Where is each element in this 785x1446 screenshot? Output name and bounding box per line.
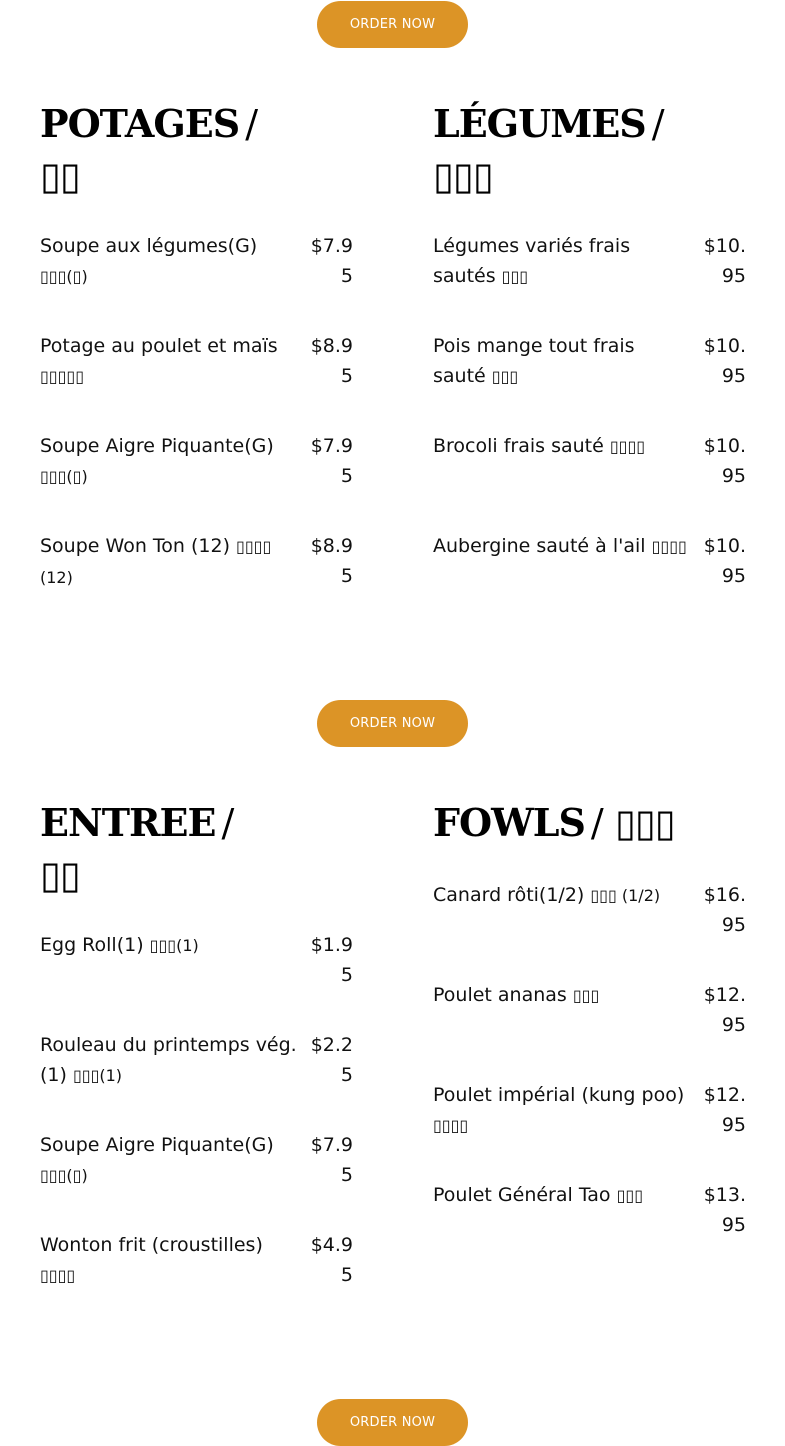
- item-name-zh: ▯▯▯(▯): [40, 267, 88, 286]
- item-price: $10.95: [703, 235, 746, 287]
- menu-item-list: [40, 231, 353, 631]
- item-name-zh: ▯▯▯▯: [651, 537, 687, 556]
- item-name-fr: Potage au poulet et maïs: [40, 335, 278, 357]
- title-separator: /: [590, 801, 603, 845]
- section-title-zh: ▯▯: [40, 154, 80, 198]
- item-name: [40, 331, 298, 392]
- item-name-zh: ▯▯▯: [616, 1186, 644, 1205]
- item-price: $13.95: [703, 1184, 746, 1236]
- item-name: [433, 231, 691, 292]
- item-name-zh: ▯▯▯▯: [609, 437, 646, 456]
- item-name: [433, 431, 691, 462]
- menu-item[interactable]: [433, 1180, 746, 1280]
- item-name: [433, 880, 691, 911]
- item-name: [433, 1080, 691, 1141]
- item-name-zh: ▯▯▯(▯): [40, 1166, 88, 1185]
- item-price: $7.95: [310, 435, 353, 487]
- item-name-zh: ▯▯▯: [491, 367, 519, 386]
- item-name-zh: ▯▯▯: [501, 267, 529, 286]
- menu-section-fowls: [433, 797, 746, 1236]
- title-separator: /: [245, 102, 258, 146]
- order-now-button[interactable]: ORDER NOW: [317, 1, 468, 48]
- item-price: $10.95: [703, 435, 746, 487]
- menu-section-entree: [40, 797, 353, 1286]
- item-name-fr: Canard rôti(1/2): [433, 884, 585, 906]
- item-name-zh: ▯▯▯(1): [149, 936, 199, 955]
- section-heading: [433, 797, 746, 849]
- item-name-fr: Légumes variés frais sautés: [433, 235, 631, 287]
- section-title-zh: ▯▯: [40, 853, 80, 897]
- item-price: $12.95: [703, 1084, 746, 1136]
- item-name-fr: Poulet ananas: [433, 984, 567, 1006]
- section-title: ENTREE: [40, 800, 216, 845]
- section-heading: [433, 98, 746, 202]
- item-name-zh: ▯▯▯▯▯: [40, 367, 85, 386]
- section-heading: [40, 797, 353, 901]
- item-name-fr: Rouleau du printemps vég.(1): [40, 1034, 297, 1086]
- item-price: $8.95: [310, 335, 353, 387]
- item-name-zh: ▯▯▯▯: [40, 1266, 76, 1285]
- item-name: [433, 1180, 691, 1211]
- section-title: POTAGES: [40, 101, 240, 146]
- menu-section-legumes: [433, 98, 746, 587]
- menu-item[interactable]: [40, 1030, 353, 1130]
- section-title-zh: ▯▯▯: [433, 154, 493, 198]
- item-name: [433, 531, 691, 562]
- item-price: $8.95: [310, 535, 353, 587]
- order-now-button[interactable]: ORDER NOW: [317, 1399, 468, 1446]
- item-price: $10.95: [703, 535, 746, 587]
- item-name-zh: ▯▯▯(1): [72, 1066, 123, 1085]
- item-name-fr: Soupe aux légumes(G): [40, 235, 258, 257]
- item-name-fr: Aubergine sauté à l'ail: [433, 535, 646, 557]
- menu-section-potages: [40, 98, 353, 587]
- menu-item[interactable]: [40, 1230, 353, 1330]
- item-name-fr: Soupe Aigre Piquante(G): [40, 435, 274, 457]
- item-name-fr: Soupe Aigre Piquante(G): [40, 1134, 274, 1156]
- item-name-fr: Poulet impérial (kung poo): [433, 1084, 685, 1106]
- menu-item[interactable]: [433, 231, 746, 331]
- item-name: [40, 531, 298, 593]
- section-title: FOWLS: [433, 800, 585, 845]
- item-name-zh: ▯▯▯▯ (12): [40, 537, 272, 587]
- item-price: $16.95: [703, 884, 746, 936]
- menu-item[interactable]: [40, 531, 353, 631]
- menu-item[interactable]: [433, 980, 746, 1080]
- item-name: [40, 930, 298, 961]
- menu-item-list: [40, 930, 353, 1330]
- item-price: $2.25: [310, 1034, 353, 1086]
- item-name-fr: Poulet Général Tao: [433, 1184, 611, 1206]
- item-name: [40, 1130, 298, 1191]
- menu-item-list: [433, 231, 746, 631]
- item-name: [433, 980, 691, 1011]
- item-name-zh: ▯▯▯: [572, 986, 600, 1005]
- item-price: $10.95: [703, 335, 746, 387]
- item-price: $7.95: [310, 1134, 353, 1186]
- item-name: [40, 1230, 298, 1291]
- item-name-fr: Pois mange tout frais sauté: [433, 335, 635, 387]
- item-name: [40, 431, 298, 492]
- item-name: [40, 231, 298, 292]
- menu-item[interactable]: [40, 431, 353, 531]
- order-now-button[interactable]: ORDER NOW: [317, 700, 468, 747]
- item-name-zh: ▯▯▯ (1/2): [590, 886, 661, 905]
- item-name-fr: Wonton frit (croustilles): [40, 1234, 263, 1256]
- menu-item[interactable]: [433, 531, 746, 631]
- section-title-zh: ▯▯▯: [614, 801, 675, 845]
- menu-item[interactable]: [40, 1130, 353, 1230]
- menu-item[interactable]: [433, 431, 746, 531]
- item-name-fr: Soupe Won Ton (12): [40, 535, 230, 557]
- item-price: $4.95: [310, 1234, 353, 1286]
- menu-item[interactable]: [433, 331, 746, 431]
- menu-item[interactable]: [40, 231, 353, 331]
- item-name-zh: ▯▯▯▯: [433, 1116, 469, 1135]
- menu-item[interactable]: [40, 930, 353, 1030]
- item-name-zh: ▯▯▯(▯): [40, 467, 88, 486]
- menu-item-list: [433, 880, 746, 1280]
- section-heading: [40, 98, 353, 202]
- item-name-fr: Brocoli frais sauté: [433, 435, 604, 457]
- menu-item[interactable]: [433, 1080, 746, 1180]
- item-price: $12.95: [703, 984, 746, 1036]
- title-separator: /: [221, 801, 234, 845]
- title-separator: /: [651, 102, 664, 146]
- item-name-fr: Egg Roll(1): [40, 934, 144, 956]
- item-name: [40, 1030, 298, 1091]
- menu-item[interactable]: [40, 331, 353, 431]
- item-price: $1.95: [310, 934, 353, 986]
- item-price: $7.95: [310, 235, 353, 287]
- section-title: LÉGUMES: [433, 101, 646, 146]
- item-name: [433, 331, 691, 392]
- menu-item[interactable]: [433, 880, 746, 980]
